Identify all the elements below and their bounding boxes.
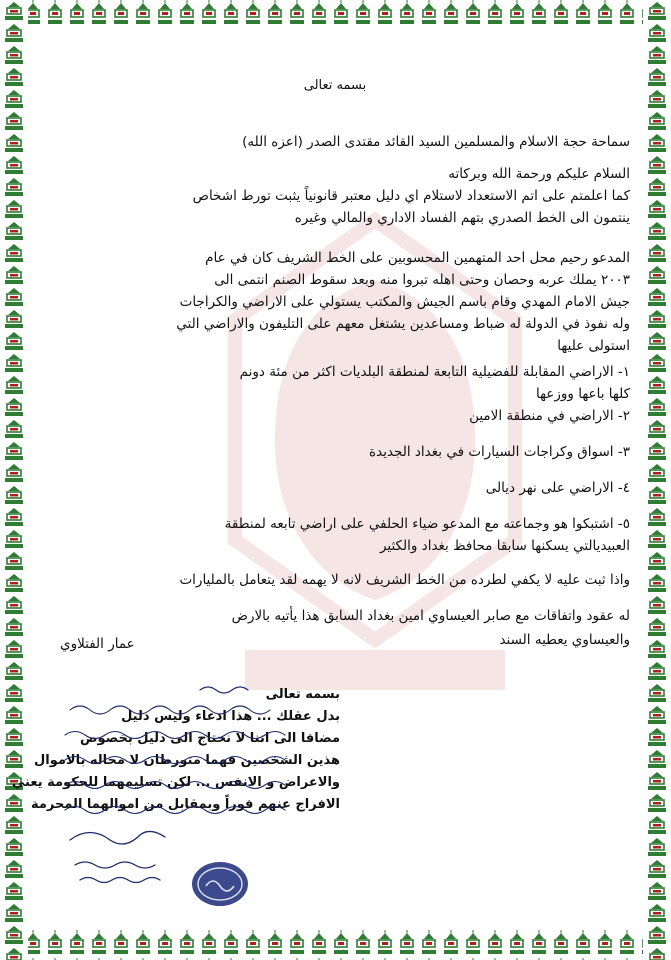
addressee-line: سماحة حجة الاسلام والمسلمين السيد القائد مقتدى الصدر (اعزه الله) [242,134,630,150]
basmala-heading: بسمه تعالى [303,78,367,93]
border-right-ornament [643,0,671,960]
item-4: ٤- الاراضي على نهر ديالى [485,480,630,496]
reply-line-3: مضافا الى اننا لا نحتاج الى دليل بخصوص [80,731,340,746]
subject-line-2: ٢٠٠٣ يملك عربه وحصان وحتى اهله تبروا منه وبعد سقوط الصنم انتمى الى [214,272,630,288]
subject-line-5: استولى عليها [557,338,630,354]
reply-line-2: بدل عقلك ... هذا ادعاء وليس دليل [121,709,340,724]
greeting-line: السلام عليكم ورحمة الله وبركاته [448,166,630,182]
item-5-line-2: العبيديالتي يسكنها سابقا محافظ بغداد والكثير [379,538,630,554]
border-top-ornament [0,0,671,28]
proof-line: واذا ثبت عليه لا يكفي لطرده من الخط الشريف لانه لا يهمه لقد يتعامل بالمليارات [179,572,630,588]
reply-line-6: الافراج عنهم فوراً وبمقابل من اموالهما المحرمة [30,797,340,812]
item-3: ٣- اسواق وكراجات السيارات في بغداد الجديدة [369,444,630,460]
item-1-line-2: كلها باعها ووزعها [535,386,630,402]
deals-line-2: والعيساوي يعطيه السند [499,632,630,648]
handwritten-signature-icon [60,820,180,890]
border-left-ornament [0,0,28,960]
deals-line-1: له عقود واتفاقات مع صابر العيساوي امين بغداد السابق هذا يأتيه بالارض [231,608,630,624]
item-2: ٢- الاراضي في منطقة الامين [469,408,630,424]
reply-line-4: هذين الشخصين فهما متورطان لا محاله بالاموال [33,753,340,768]
subject-line-4: وله نفوذ في الدولة له ضباط ومساعدين يشتغل معهم على التليفون والاراضي التي [176,316,630,332]
official-seal-icon [190,860,250,908]
border-bottom-ornament [0,930,671,960]
subject-line-1: المدعو رحيم محل احد المتهمين المحسوبين على الخط الشريف كان في عام [205,250,630,266]
item-5-line-1: ٥- اشتبكوا هو وجماعته مع المدعو ضياء الحلفي على اراضي تابعه لمنطقة [224,516,630,532]
subject-line-3: جيش الامام المهدي وقام باسم الجيش والمكتب يستولي على الاراضي والكراجات [179,294,630,310]
item-1-line-1: ١- الاراضي المقابلة للفضيلية التابعة لمنطقة البلديات اكثر من مئة دونم [239,364,630,380]
sender-signature: عمار الفتلاوي [60,636,135,652]
reply-line-1: بسمه تعالى [265,687,340,702]
intro-line-1: كما اعلمتم على اتم الاستعداد لاستلام اي دليل معتبر قانونياً يثبت تورط اشخاص [192,188,630,204]
intro-line-2: ينتمون الى الخط الصدري بتهم الفساد الاداري والمالي وغيره [294,210,630,226]
letter-body [11,40,630,920]
reply-line-5: والاعراض و الانفس ... لكن تسليمهما للحكومة يعني [11,775,340,790]
